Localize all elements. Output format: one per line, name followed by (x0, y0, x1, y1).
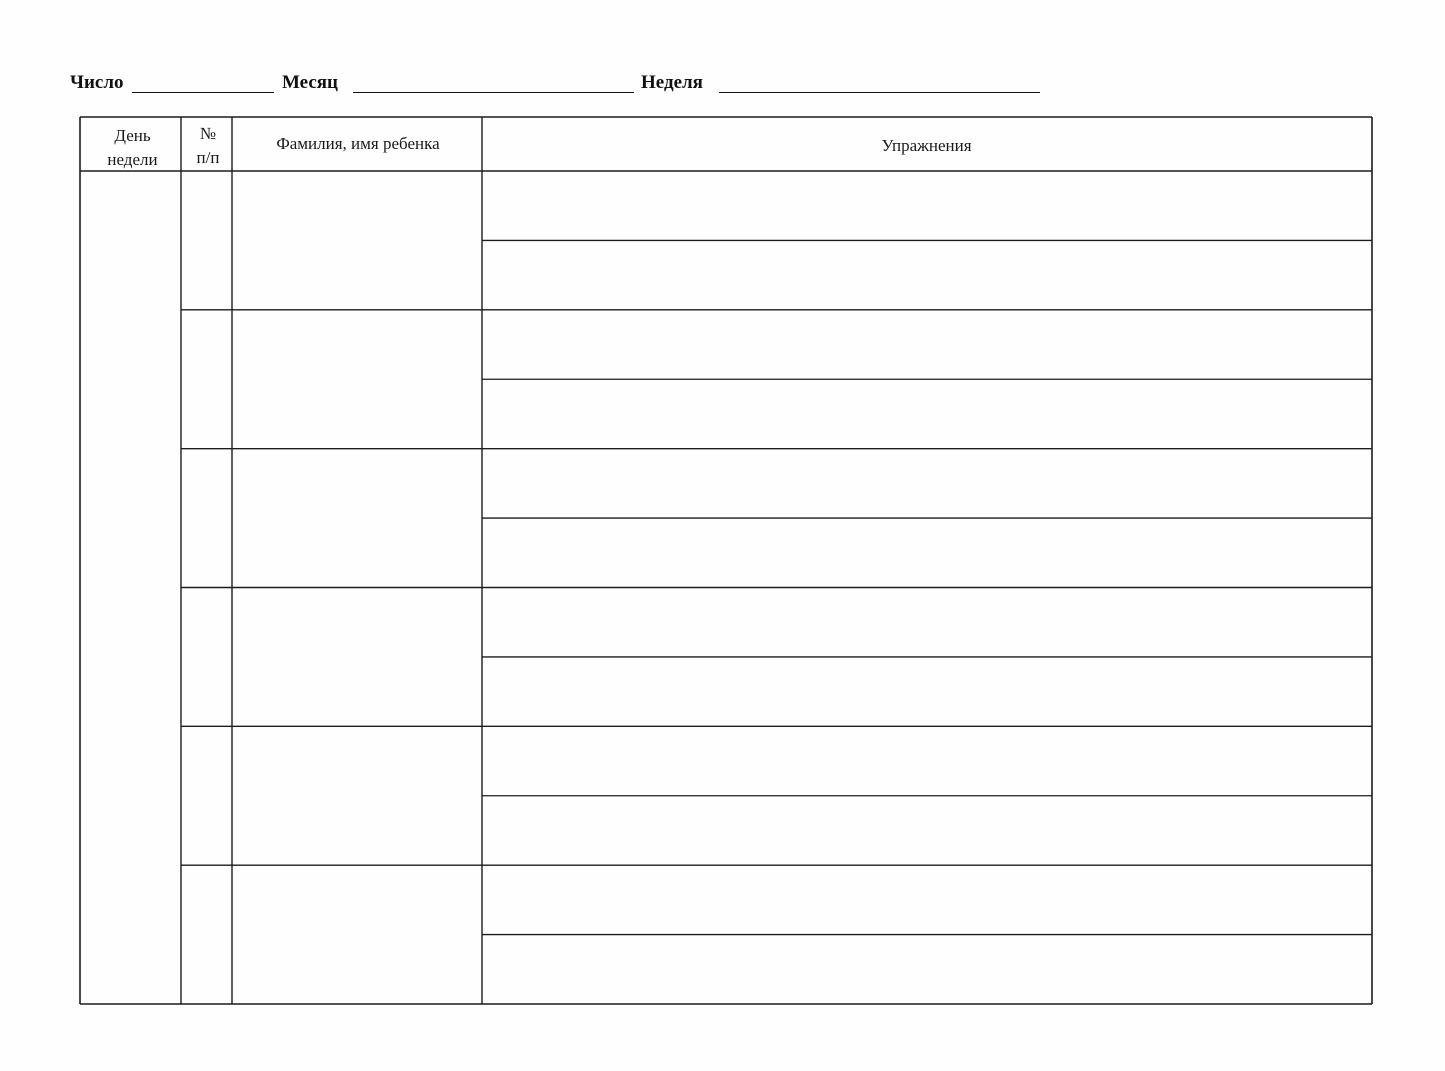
child-name-cell[interactable] (234, 590, 480, 725)
month-label: Месяц (282, 72, 339, 93)
exercise-cell[interactable] (484, 242, 1370, 307)
column-header-number-line2: п/п (196, 148, 220, 167)
number-cell[interactable] (183, 451, 230, 586)
exercise-cell[interactable] (484, 520, 1370, 585)
exercise-cell[interactable] (484, 312, 1370, 377)
child-name-cell[interactable] (234, 312, 480, 447)
child-name-cell[interactable] (234, 728, 480, 863)
number-cell[interactable] (183, 312, 230, 447)
column-header-weekday-line1: День (114, 126, 151, 145)
exercise-cell[interactable] (484, 381, 1370, 446)
child-name-cell[interactable] (234, 451, 480, 586)
exercise-cell[interactable] (484, 867, 1370, 932)
column-header-child-name-text: Фамилия, имя ребенка (276, 134, 440, 153)
number-cell[interactable] (183, 173, 230, 308)
number-cell[interactable] (183, 867, 230, 1002)
number-cell[interactable] (183, 590, 230, 725)
number-cell[interactable] (183, 728, 230, 863)
exercise-cell[interactable] (484, 937, 1370, 1002)
exercise-cell[interactable] (484, 451, 1370, 516)
exercise-cell[interactable] (484, 590, 1370, 655)
column-header-number (183, 122, 233, 170)
exercise-cell[interactable] (484, 798, 1370, 863)
weekday-cell[interactable] (82, 173, 179, 1002)
column-header-number-line1: № (199, 124, 217, 143)
exercise-cell[interactable] (484, 659, 1370, 724)
column-header-child-name (234, 132, 482, 156)
column-header-weekday (84, 124, 181, 172)
column-header-exercises-text: Упражнения (881, 136, 972, 155)
exercise-cell[interactable] (484, 728, 1370, 793)
child-name-cell[interactable] (234, 173, 480, 308)
week-label: Неделя (641, 72, 703, 93)
column-header-weekday-line2: недели (107, 150, 158, 169)
date-label: Число (70, 72, 124, 93)
column-header-exercises (484, 134, 1369, 158)
exercise-cell[interactable] (484, 173, 1370, 238)
child-name-cell[interactable] (234, 867, 480, 1002)
